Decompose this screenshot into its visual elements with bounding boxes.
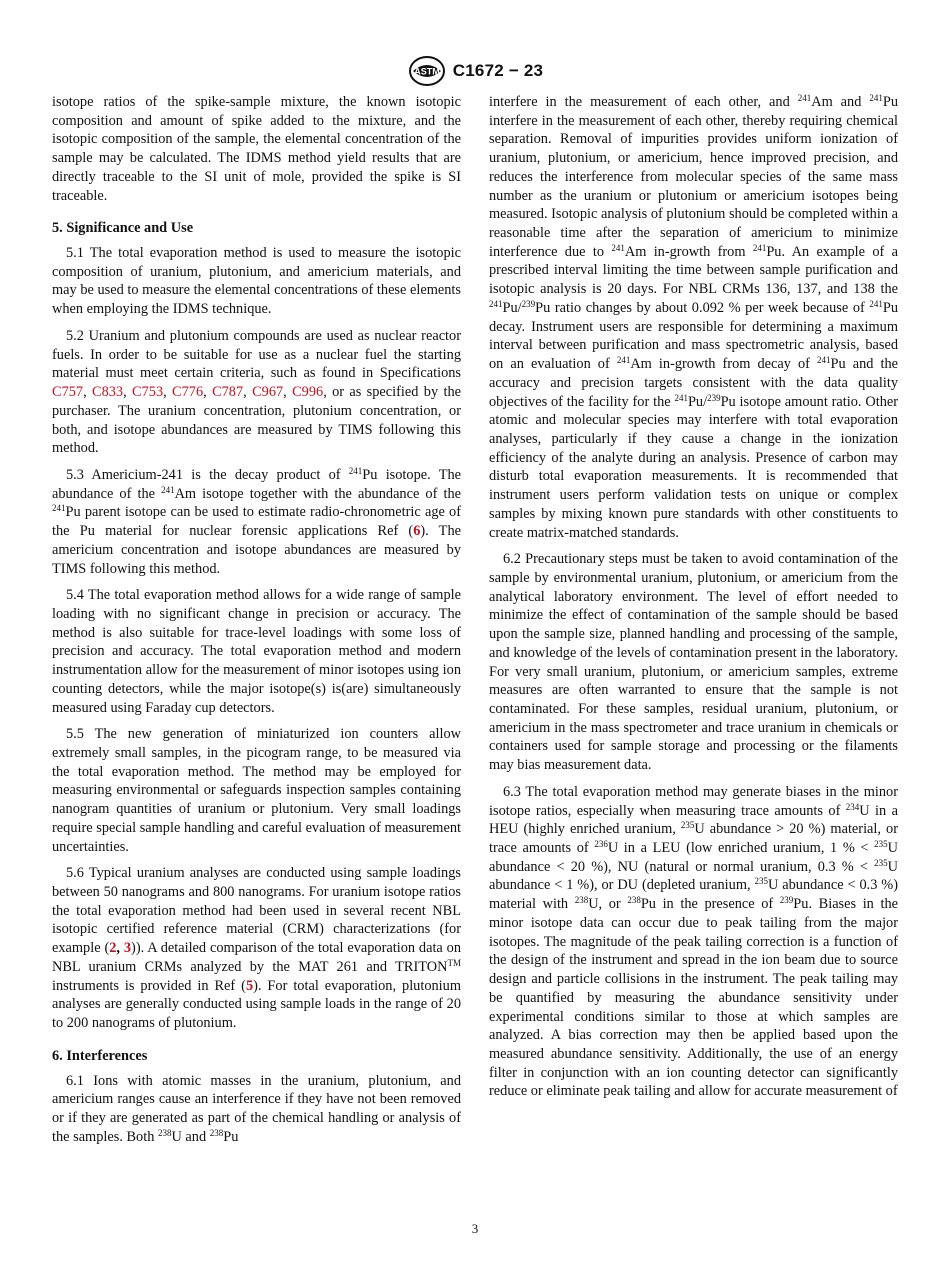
page-header [0, 54, 950, 88]
paragraph-5-2: 5.2 Uranium and plutonium compounds are used as nuclear reactor fuels. In order to be suitable for use as a nuclear fuel the starting material must meet certain criteria, such as found in Specifications C757, C833, C753, C776, C787, C967, C996, or as specified by the purchaser. The uranium concentration, plutonium concentration, or both, and isotope abundances are measured by TIMS following this method. [52, 327, 461, 457]
paragraph-6-2: 6.2 Precautionary steps must be taken to avoid contamination of the sample by environmental uranium, plutonium, or americium from the analytical laboratory environment. The level of effort needed to minimize the effect of contamination of the sample should be based upon the sample size, planned handling and processing of the sample, and knowledge of the levels of contamination present in the laboratory. For very small uranium, plutonium, or americium samples, extreme measures are often warranted to ensure that the sample is not contaminated. For these samples, residual uranium, plutonium, or americium in the mass spectrometer and trace uranium in chemicals or containers used for sample storage and processing or the filaments may bias measurement data. [489, 551, 898, 774]
paragraph-5-3: 5.3 Americium-241 is the decay product of $^{241}$Pu isotope. The abundance of the $^{241}$Am isotope together with the abundance of the $^{241}$Pu parent isotope can be used to estimate radio-chronometric age of the Pu material for nuclear forensic applications Ref (6). The americium concentration and isotope abundances are measured by TIMS following this method. [52, 465, 462, 577]
paragraph-5-5: 5.5 The new generation of miniaturized ion counters allow extremely small samples, in the picogram range, to be measured via the total evaporation method. The method may be employed for measuring environmental or safeguards inspection samples containing nanogram quantities of uranium or plutonium. Very small loadings require special sample handling and careful evaluation of measurement uncertainties. [52, 726, 461, 855]
ref-3-link[interactable]: 3 [123, 940, 132, 957]
section-6-heading: 6. Interferences [52, 1047, 148, 1064]
paragraph-continuation: isotope ratios of the spike-sample mixture, the known isotopic composition and amount of spike added to the mixture, and the isotopic composition of the sample, the elemental concentration of the sample may be calculated. The IDMS method yield results that are directly traceable to the SI unit of mole, provided the spike is SI traceable. [52, 94, 461, 204]
paragraph-6-3: 6.3 The total evaporation method may generate biases in the minor isotope ratios, especially when measuring trace amounts of $^{234}$U in a HEU (highly enriched uranium, $^{235}$U abundance > 20 %) material, or trace amounts of $^{236}$U in a LEU (low enriched uranium, 1 % < $^{235}$U abundance < 20 %), NU (natural or normal uranium, 0.3 % < $^{235}$U abundance < 1 %), or DU (depleted uranium, $^{235}$U abundance < 0.3 %) material with $^{238}$U, or $^{238}$Pu in the presence of $^{239}$Pu. Biases in the minor isotope data can occur due to peak tailing from the major isotopes. The magnitude of the peak tailing correction is a function of the design of the instrument and spread in the ion beam due to source design and particle collisions in the instrument. The peak tailing may be quantified by measuring the abundance sensitivity under experimental conditions similar to those at which samples are analyzed. A bias correction may then be applied based upon the measured abundance sensitivity. Additionally, the use of an energy filter in conjunction with an ion counting detector can significantly reduce or eliminate peak tailing and allow for accurate measurement of [489, 783, 898, 1100]
ref-5-link[interactable]: 5 [245, 977, 254, 994]
link-c787[interactable]: C787 [212, 384, 244, 401]
paragraph-6-1-continued: interfere in the measurement of each other, and $^{241}$Am and $^{241}$Pu interfere in the measurement of each other, thereby requiring chemical separation. Removal of impurities provides uniform ionization of uranium, plutonium, or americium, hence improved precision, and reduces the interference from molecular species of the same mass number as the uranium or plutonium or americium isotopes being measured. Isotopic analysis of plutonium should be completed within a reasonable time after the separation of americium to minimize interference due to $^{241}$Am in-growth from $^{241}$Pu. An example of a prescribed interval limiting the time between sample purification and isotopic analysis is 20 days. For NBL CRMs 136, 137, and 138 the $^{241}$Pu/$^{239}$Pu ratio changes by about 0.092 % per week because of $^{241}$Pu decay. Instrument users are responsible for determining a maximum interval between purification and mass spectrometric analysis, based on an evaluation of $^{241}$Am in-growth from decay of $^{241}$Pu and the accuracy and precision targets consistent with the data quality objectives of the facility for the $^{241}$Pu/$^{239}$Pu isotope amount ratio. Other atomic and molecular species may interfere with total evaporation analyses, particularly if they cause a change in the ionization efficiency of the analyte during an analysis. Presence of carbon may disturb total evaporation measurements. It is recommended that instrument users perform validation tests on unique or complex samples by mixing known pure standards with other constituents to create matrix-matched standards. [489, 93, 899, 541]
ref-6-link[interactable]: 6 [413, 523, 421, 540]
left-column [52, 93, 461, 1154]
astm-logo-text: ASTM [414, 66, 440, 77]
link-c757[interactable]: C757 [52, 384, 84, 401]
link-c753[interactable]: C753 [132, 384, 164, 401]
link-c833[interactable]: C833 [92, 384, 124, 401]
paragraph-6-1: 6.1 Ions with atomic masses in the uranium, plutonium, and americium ranges cause an interference if they have not been removed or if they are generated as part of the chemical handling or analysis of the samples. Both $^{238}$U and $^{238}$Pu [52, 1072, 461, 1145]
link-c996[interactable]: C996 [292, 384, 324, 401]
ref-2-link[interactable]: 2 [109, 940, 117, 957]
paragraph-5-6: 5.6 Typical uranium analyses are conducted using sample loadings between 50 nanograms and 800 nanograms. For uranium isotope ratios the total evaporation method had been used in several recent NBL isotopic certified reference material (CRM) characterizations (for example (2, 3)). A detailed comparison of the total evaporation data on NBL uranium CRMs analyzed by the MAT 261 and TRITON™ instruments is provided in Ref (5). For total evaporation, plutonium analyses are generally conducted using sample loads in the range of 20 to 200 nanograms of plutonium. [52, 865, 462, 1032]
document-designation: C1672 − 23 [452, 61, 544, 80]
section-5-heading: 5. Significance and Use [52, 220, 194, 237]
astm-logo-icon [407, 55, 447, 87]
link-c776[interactable]: C776 [172, 384, 204, 401]
paragraph-5-1: 5.1 The total evaporation method is used to measure the isotopic composition of uranium, plutonium, and americium materials, and may be used to measure the elemental concentrations of these elements when employing the IDMS technique. [52, 245, 461, 318]
paragraph-5-4: 5.4 The total evaporation method allows for a wide range of sample loading with no significant change in precision or accuracy. The method is also suitable for trace-level loadings with some loss of precision and accuracy. The total evaporation method and modern instrumentation allow for the measurement of minor isotopes using ion counting detectors, while the major isotope(s) is(are) simultaneously measured using Faraday cup detectors. [52, 587, 461, 716]
page-number: 3 [471, 1221, 479, 1236]
right-column [489, 93, 898, 1109]
link-c967[interactable]: C967 [252, 384, 284, 401]
